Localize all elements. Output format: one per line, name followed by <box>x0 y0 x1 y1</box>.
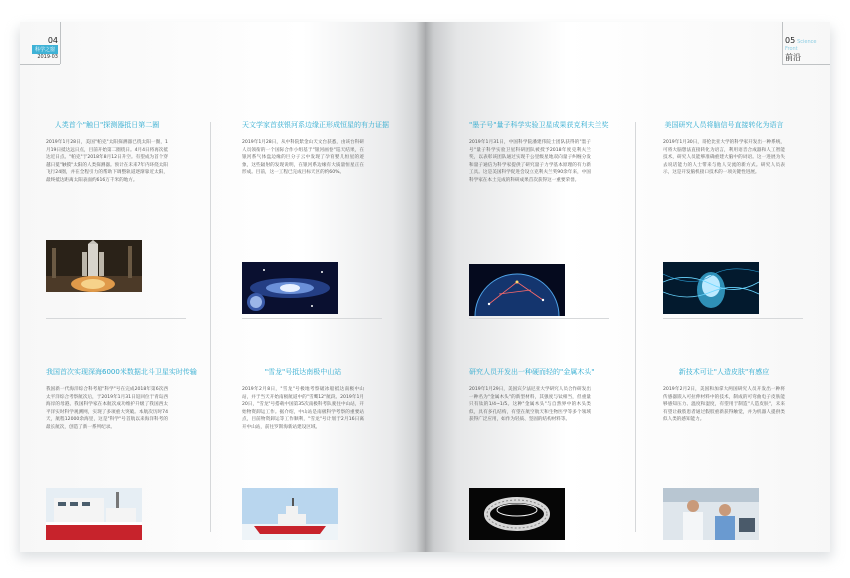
article-body: 我国新一代海洋综合科考船"科学"号在完成2018年第6次西太平洋综合考察航次后，于2019年1月31日返回位于青岛西海岸的母港。我国科学家在本航次成功维护升级了我国西太平洋实时科学观测网，实现了多项重大突破。本航次历时74天，航程12000余海里，这是"科学"号首航以来海洋科考的最长航次，创造了新一系列纪录。 <box>46 387 168 430</box>
article-card <box>663 368 785 424</box>
article-body: 2019年1月28日，美国"帕克"太阳探测器已绕太阳一圈，1月19日抵达远日点，目前开始第二圈绕日。4月4日将再次抵达近日点。"帕克"于2018年8月12日升空。有望成为首个穿越日冕"触摸"太阳的人类探测器。预计在未来7年内环绕太阳飞行24圈，并在全程引力的帮助下调整轨道逐渐靠近太阳，最终抵达距离太阳表面约616万千米的地方。 <box>46 140 168 183</box>
article-title: "雪龙"号抵达南极中山站 <box>264 368 342 376</box>
header-rule <box>782 64 830 65</box>
section-title: 前沿 <box>785 53 801 62</box>
column-divider <box>210 122 211 532</box>
book-spine <box>416 22 434 552</box>
article-title: "墨子号"量子科学实验卫星成果获克利夫兰奖 <box>469 121 609 129</box>
left-page <box>20 22 425 552</box>
row-divider <box>242 318 382 319</box>
section-tag: Science Front <box>785 39 817 52</box>
column-divider <box>635 122 636 532</box>
article-body: 2019年2月8日，"雪龙"号极地考察破冰船抵达南极中山站，并于当天开始南极航道中的"雪鹰12"航段。2019年1月20日，"雪龙"号搭载中国第35次南极科考队驶往中山站，开始物资卸运工作。据介绍，中山站是南极科学考察的重要站点，目前物资卸运等工作顺利，"雪龙"号计划于2月16日离开中山站，前往罗斯海新站建设区域。 <box>242 387 364 430</box>
row-divider <box>663 318 803 319</box>
article-body: 2019年2月2日，美国和加拿大两国研究人员开发出一种将传感器嵌入可拉伸材料中的技术，制成的可弯曲电子皮肤能够感知压力、温度和湿度，有望用于制造"人造皮肤"，未来有望让截肢患者通过假肢重新获得触觉，并为机器人提供类似人类的感知能力。 <box>663 387 785 423</box>
article-title: 研究人员开发出一种硬而轻的"金属木头" <box>469 368 595 376</box>
article-card <box>46 121 168 185</box>
article-title: 新技术可让"人造皮肤"有感应 <box>678 368 770 376</box>
article-title: 天文学家首获银河系边缘正形成恒星的有力证据 <box>242 121 389 129</box>
article-title: 美国研究人员将脑信号直接转化为语言 <box>664 121 784 129</box>
issue-date: 2019·03 <box>37 54 58 60</box>
row-divider <box>469 318 609 319</box>
section-tag: 科学之窗 <box>32 45 58 54</box>
right-page-header <box>785 36 830 63</box>
page-number: 04 <box>47 36 58 45</box>
article-body: 2019年1月29日，美国宾夕法尼亚大学研究人员合作研发出一种名为"金属木头"的新型材料，其强度与钛相当，但重量只有钛的1/4~1/5。这种"金属木头"与自然界中的木头类似，具有多孔结构，有望在航空航天和生物医学等多个领域获得广泛应用，如作为轻质、坚固的结构材料等。 <box>469 387 591 423</box>
article-card <box>663 121 785 177</box>
research-ship-photo <box>46 488 142 540</box>
header-tick <box>782 22 783 64</box>
rocket-launch-photo <box>46 240 142 292</box>
lab-researchers-photo <box>663 488 759 540</box>
earth-network-photo <box>469 264 565 316</box>
header-rule <box>20 64 60 65</box>
article-body: 2019年1月31日，中国科学院潘建伟院士团队获得的"墨子号"量子科学实验卫星科研团队被授予2018年度克利夫兰奖，以表彰该团队通过实现千公里级星地双向量子纠缠分发和量子通信为科学家提供了研究量子力学基本原理的有力新工具。这是美国科学促进会设立克利夫兰奖90余年来，中国科学家在本土完成的科研成果首次获得这一重要荣誉。 <box>469 140 591 183</box>
article-card <box>242 121 389 177</box>
article-card <box>469 121 609 185</box>
article-body: 2019年1月30日，哥伦比亚大学的科学家开发出一种系统，可将大脑想法直接转化为语言，利用语音合成器和人工智能技术，研究人员能够准确重建大脑中的词语。这一进展为失去说话能力的人士带来与他人交流的新方式。研究人员表示，这是开发脑机接口技术的一项关键性进展。 <box>663 140 785 176</box>
galaxy-photo <box>242 262 338 314</box>
header-tick <box>60 22 61 64</box>
metal-ring-photo <box>469 488 565 540</box>
article-card <box>242 368 364 432</box>
right-page <box>425 22 830 552</box>
page-number: 05 <box>785 36 796 45</box>
icebreaker-photo <box>242 488 338 540</box>
row-divider <box>46 318 186 319</box>
brain-signal-photo <box>663 262 759 314</box>
article-title: 人类首个"触日"探测器抵日第二圈 <box>54 121 160 129</box>
article-title: 我国首次实现深海6000米数据北斗卫星实时传输 <box>46 368 197 376</box>
article-body: 2019年1月28日，从中科院紫金山天文台获悉，由该台科研人员领衔的一个国际合作小组基于"银河画卷"巡天结果，在银河系气体盘边缘的巨分子云中发现了孕育婴儿恒星的迹象，这些辐射的发现说明，在银河系边缘有大质量恒星正在形成。目前，这一工程已完成目标天区的约60%。 <box>242 140 364 176</box>
article-card <box>469 368 595 424</box>
left-page-header <box>28 36 58 60</box>
article-card <box>46 368 197 432</box>
